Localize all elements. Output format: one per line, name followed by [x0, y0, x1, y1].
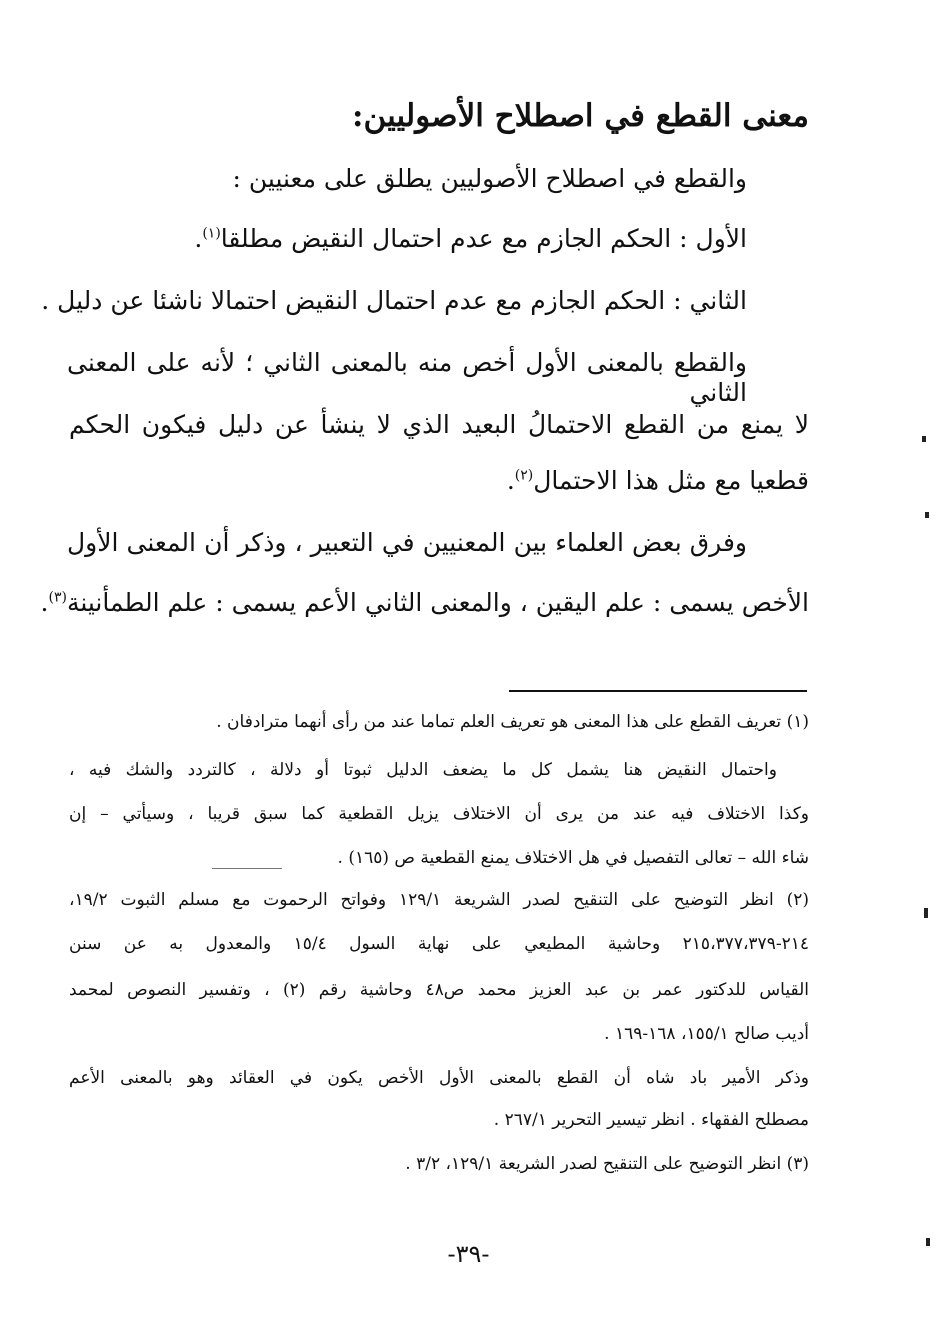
footnote-separator [509, 690, 807, 692]
footnote-3-line-1: (٣) انظر التوضيح على التنقيح لصدر الشريعة ١٢٩/١، ٣/٢ . [405, 1154, 809, 1174]
body-line-2-text: الأول : الحكم الجازم مع عدم احتمال النقيض مطلقا [220, 224, 747, 253]
footnote-2-line-1: (٢) انظر التوضيح على التنقيح لصدر الشريعة ١٢٩/١ وفواتح الرحموت مع مسلم الثبوت ١٩/٢، [69, 890, 809, 910]
body-line-1: والقطع في اصطلاح الأصوليين يطلق على معنيين : [232, 164, 747, 193]
footnote-ref-2: (٢) [514, 467, 534, 484]
page-number: -٣٩- [447, 1240, 490, 1268]
footnote-dash [212, 868, 282, 869]
footnote-1-line-4: شاء الله – تعالى التفصيل في هل الاختلاف يمنع القطعية ص (١٦٥) . [337, 848, 809, 868]
body-line-5: لا يمنع من القطع الاحتمالُ البعيد الذي لا ينشأ عن دليل فيكون الحكم [69, 410, 809, 439]
footnote-1-line-3: وكذا الاختلاف فيه عند من يرى أن الاختلاف يزيل القطعية كما سبق قريبا ، وسيأتي – إن [69, 804, 809, 824]
footnote-2-line-6: مصطلح الفقهاء . انظر تيسير التحرير ٢٦٧/١ . [493, 1110, 809, 1130]
margin-dot-2 [925, 512, 929, 518]
footnote-2-line-5: وذكر الأمير باد شاه أن القطع بالمعنى الأول الأخص يكون في العقائد وهو بالمعنى الأعم [69, 1068, 809, 1088]
margin-dot-4 [926, 1238, 930, 1246]
body-line-2 [67, 224, 747, 254]
footnote-2-line-2: ٢١٤-٢١٥،٣٧٧،٣٧٩ وحاشية المطيعي على نهاية السول ١٥/٤ والمعدول به عن سنن [69, 934, 809, 954]
body-line-6-end: . [506, 466, 515, 495]
body-line-8-text: الأخص يسمى : علم اليقين ، والمعنى الثاني الأعم يسمى : علم الطمأنينة [66, 588, 809, 617]
footnote-ref-1: (١) [202, 225, 221, 242]
body-line-6-text: قطعيا مع مثل هذا الاحتمال [533, 466, 809, 495]
footnote-2-line-3: القياس للدكتور عمر بن عبد العزيز محمد ص٤٨ وحاشية رقم (٢) ، وتفسير النصوص لمحمد [69, 980, 809, 1000]
footnote-2-line-4: أديب صالح ١٥٥/١، ١٦٨-١٦٩ . [604, 1024, 809, 1044]
footnote-1-line-2: واحتمال النقيض هنا يشمل كل ما يضعف الدليل ثبوتا أو دلالة ، كالتردد والشك فيه ، [69, 760, 777, 780]
body-line-3: الثاني : الحكم الجازم مع عدم احتمال النقيض احتمالا ناشئا عن دليل . [41, 286, 747, 315]
body-line-7: وفرق بعض العلماء بين المعنيين في التعبير ، وذكر أن المعنى الأول [67, 528, 747, 557]
margin-dot-1 [922, 436, 926, 442]
body-line-2-end: . [194, 224, 203, 253]
section-heading: معنى القطع في اصطلاح الأصوليين: [352, 98, 809, 134]
margin-dot-3 [924, 908, 928, 918]
body-line-8-end: . [40, 588, 49, 617]
body-line-4: والقطع بالمعنى الأول أخص منه بالمعنى الثاني ؛ لأنه على المعنى الثاني [67, 348, 747, 407]
body-line-8 [40, 588, 809, 618]
footnote-1-line-1: (١) تعريف القطع على هذا المعنى هو تعريف العلم تماما عند من رأى أنهما مترادفان . [216, 712, 809, 732]
footnote-ref-3: (٣) [48, 589, 67, 606]
body-line-6 [69, 466, 809, 496]
